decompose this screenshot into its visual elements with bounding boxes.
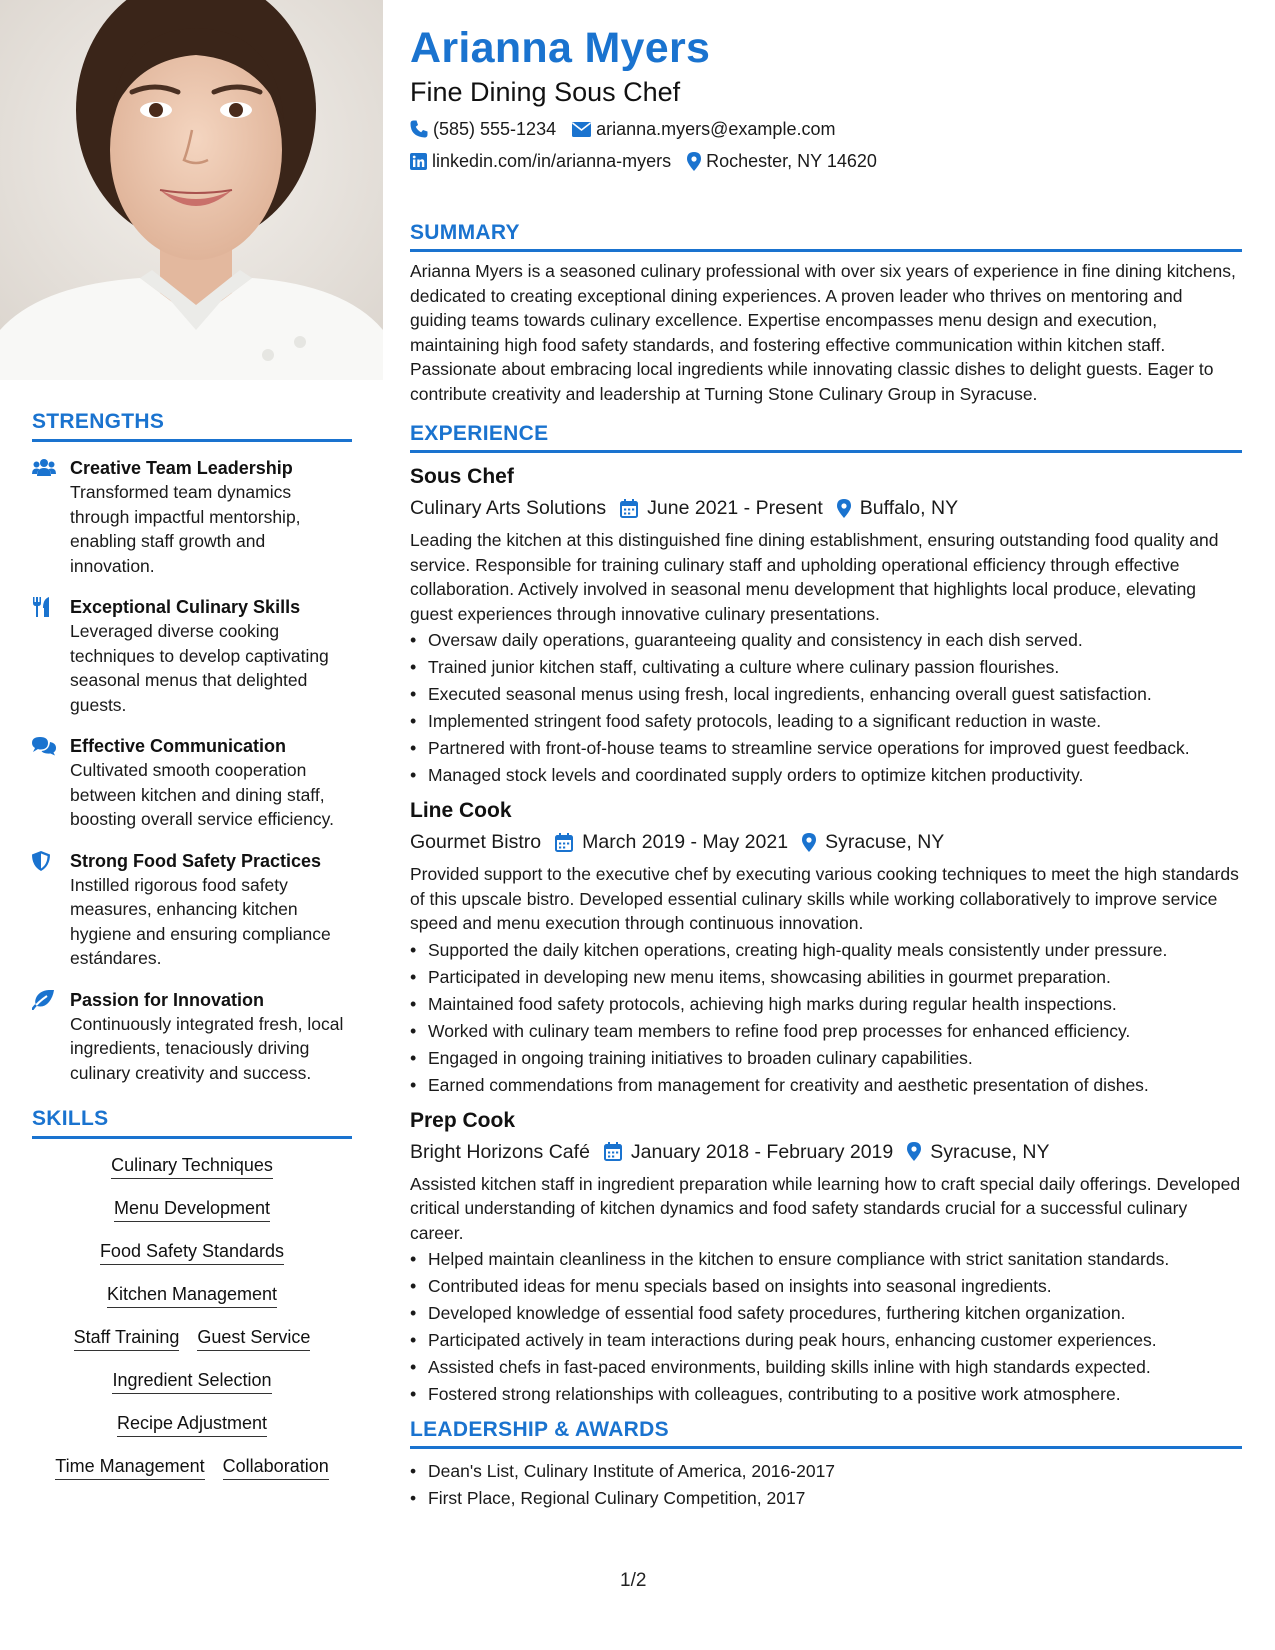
job-bullet: • Managed stock levels and coordinated supply orders to optimize kitchen productivity. <box>410 763 1242 787</box>
map-pin-icon <box>802 833 816 852</box>
job-meta <box>410 1138 1242 1166</box>
location-text: Rochester, NY 14620 <box>706 151 877 171</box>
strength-desc: Instilled rigorous food safety measures, enhancing kitchen hygiene and ensuring compliance estándares. <box>70 874 331 968</box>
job-bullet: • Executed seasonal menus using fresh, local ingredients, enhancing overall guest satisfaction. <box>410 682 1242 706</box>
job-location-text: Syracuse, NY <box>930 1140 1050 1163</box>
job-title: Prep Cook <box>410 1108 516 1132</box>
summary-section <box>410 221 1242 406</box>
job-location-text: Syracuse, NY <box>825 831 945 853</box>
job-bullet: • Engaged in ongoing training initiatives to broaden culinary capabilities. <box>410 1046 1242 1070</box>
strength-title: Passion for Innovation <box>70 989 265 1010</box>
job-bullets <box>410 938 1242 1097</box>
experience-heading: EXPERIENCE <box>410 422 1242 453</box>
shield-icon <box>32 849 70 971</box>
strength-item <box>32 849 352 971</box>
comments-icon <box>32 734 70 832</box>
email-text: arianna.myers@example.com <box>596 119 836 139</box>
job-bullet: • Worked with culinary team members to refine food prep processes for enhanced efficiency. <box>410 1019 1242 1043</box>
job-bullet: • Supported the daily kitchen operations, creating high-quality meals consistently under pressure. <box>410 938 1242 962</box>
job-bullet: • Helped maintain cleanliness in the kitchen to ensure compliance with strict sanitation standards. <box>410 1247 1242 1271</box>
skill-tag: Food Safety Standards <box>100 1239 284 1265</box>
job-dates-text: June 2021 - Present <box>647 497 823 519</box>
job-bullets <box>410 1247 1242 1406</box>
skill-tag: Menu Development <box>114 1196 270 1222</box>
job-meta <box>410 494 1242 522</box>
experience-section <box>410 422 1242 1406</box>
sidebar <box>0 0 383 1650</box>
job-bullet: • Earned commendations from management for creativity and aesthetic presentation of dishes. <box>410 1073 1242 1097</box>
job-bullet: • Contributed ideas for menu specials based on insights into seasonal ingredients. <box>410 1274 1242 1298</box>
contact-info <box>410 117 1242 181</box>
job-dates-text: January 2018 - February 2019 <box>630 1140 894 1163</box>
email-contact[interactable] <box>572 117 835 141</box>
job-bullet: • Assisted chefs in fast-paced environments, building skills inline with high standards expected. <box>410 1355 1242 1379</box>
map-pin-icon <box>687 152 701 171</box>
linkedin-contact[interactable] <box>410 149 671 173</box>
skill-tag: Ingredient Selection <box>112 1368 271 1394</box>
phone-icon <box>410 120 428 138</box>
job-entry <box>410 1107 1242 1407</box>
leaf-icon <box>32 988 70 1086</box>
job-bullet: • Fostered strong relationships with colleagues, contributing to a positive work atmosphere. <box>410 1382 1242 1406</box>
linkedin-text: linkedin.com/in/arianna-myers <box>432 151 672 171</box>
location-contact <box>687 149 877 173</box>
calendar-icon <box>620 499 638 518</box>
strength-item <box>32 988 352 1086</box>
summary-text: Arianna Myers is a seasoned culinary professional with over six years of experience in fine dining kitchens, dedicated to creating exceptional dining experiences. A proven leader who thrives on mentoring and guiding teams towards culinary excellence. Expertise encompasses menu design and execution, maintaining high food safety standards, and fostering effective communication within kitchen staff. Passionate about embracing local ingredients while innovating classic dishes to delight guests. Eager to contribute creativity and leadership at Turning Stone Culinary Group in Syracuse. <box>410 261 1236 404</box>
awards-section <box>410 1418 1242 1510</box>
strength-item <box>32 734 352 832</box>
summary-heading: SUMMARY <box>410 221 1242 252</box>
page-number: 1/2 <box>620 1570 647 1591</box>
job-company: Culinary Arts Solutions <box>410 497 607 519</box>
skills-list <box>32 1153 352 1497</box>
strength-desc: Leveraged diverse cooking techniques to develop captivating seasonal menus that delighted guests. <box>70 621 329 715</box>
award-item: • First Place, Regional Culinary Competition, 2017 <box>410 1486 1242 1510</box>
skill-tag: Culinary Techniques <box>111 1153 273 1179</box>
award-item: • Dean's List, Culinary Institute of America, 2016-2017 <box>410 1459 1242 1483</box>
map-pin-icon <box>837 499 851 518</box>
candidate-name: Arianna Myers <box>410 24 711 72</box>
strengths-list <box>32 456 352 1085</box>
utensils-icon <box>32 595 70 717</box>
strength-desc: Transformed team dynamics through impactful mentorship, enabling staff growth and innovation. <box>70 482 301 576</box>
job-description: Leading the kitchen at this distinguished fine dining establishment, ensuring outstanding food quality and service. Responsible for training culinary staff and upholding operational efficiency through effective collaboration. Actively involved in seasonal menu development that highlights local produce, elevating guest experiences through innovative culinary presentations. <box>410 530 1219 624</box>
job-description: Provided support to the executive chef by executing various cooking techniques to meet the high standards of this upscale bistro. Developed essential culinary skills while working collaboratively to improve service speed and menu execution through continuous innovation. <box>410 864 1239 933</box>
job-title: Line Cook <box>410 799 512 822</box>
strength-item <box>32 456 352 578</box>
job-bullet: • Participated actively in team interactions during peak hours, enhancing customer experiences. <box>410 1328 1242 1352</box>
job-location <box>802 828 944 856</box>
skill-tag: Kitchen Management <box>107 1282 277 1308</box>
strength-title: Strong Food Safety Practices <box>70 850 322 871</box>
skill-tag: Time Management <box>55 1454 204 1480</box>
sidebar-content <box>32 410 352 1497</box>
job-dates <box>604 1138 893 1166</box>
profile-photo <box>0 0 383 380</box>
job-bullet: • Developed knowledge of essential food safety procedures, furthering kitchen organization. <box>410 1301 1242 1325</box>
job-location-text: Buffalo, NY <box>859 497 959 519</box>
job-bullets <box>410 628 1242 787</box>
portrait-image <box>0 0 383 380</box>
awards-heading: LEADERSHIP & AWARDS <box>410 1418 1242 1449</box>
skill-tag: Staff Training <box>74 1325 180 1351</box>
envelope-icon <box>572 122 591 137</box>
job-location <box>837 494 958 522</box>
job-entry <box>410 797 1242 1097</box>
job-bullet: • Implemented stringent food safety protocols, leading to a significant reduction in waste. <box>410 709 1242 733</box>
users-icon <box>32 456 70 578</box>
job-title: Sous Chef <box>410 465 514 488</box>
strength-title: Creative Team Leadership <box>70 458 293 478</box>
skill-tag: Collaboration <box>223 1454 329 1480</box>
strength-title: Effective Communication <box>70 736 287 756</box>
phone-text: (585) 555-1234 <box>433 119 557 139</box>
job-dates <box>555 828 788 856</box>
linkedin-icon <box>410 153 427 170</box>
calendar-icon <box>555 833 573 852</box>
strength-item <box>32 595 352 717</box>
strength-desc: Continuously integrated fresh, local ingredients, tenaciously driving culinary creativity and success. <box>70 1013 344 1083</box>
strengths-heading: STRENGTHS <box>32 410 352 442</box>
phone-contact[interactable] <box>410 117 556 141</box>
job-bullet: • Maintained food safety protocols, achieving high marks during regular health inspections. <box>410 992 1242 1016</box>
job-dates <box>620 494 823 522</box>
strength-title: Exceptional Culinary Skills <box>70 597 301 617</box>
job-bullet: • Participated in developing new menu items, showcasing abilities in gourmet preparation. <box>410 965 1242 989</box>
main-content <box>410 22 1242 1513</box>
skills-heading: SKILLS <box>32 1107 352 1139</box>
job-company: Bright Horizons Café <box>410 1140 590 1163</box>
job-description: Assisted kitchen staff in ingredient preparation while learning how to craft special daily offerings. Developed critical understanding of kitchen dynamics and food safety standards crucial for a successful culinary career. <box>410 1173 1241 1243</box>
strength-desc: Cultivated smooth cooperation between kitchen and dining staff, boosting overall service efficiency. <box>70 760 334 829</box>
job-entry <box>410 463 1242 787</box>
job-bullet: • Partnered with front-of-house teams to streamline service operations for improved guest feedback. <box>410 736 1242 760</box>
job-location <box>907 1138 1049 1166</box>
job-bullet: • Oversaw daily operations, guaranteeing quality and consistency in each dish served. <box>410 628 1242 652</box>
map-pin-icon <box>907 1142 921 1161</box>
calendar-icon <box>604 1142 622 1161</box>
awards-list <box>410 1459 1242 1510</box>
job-bullet: • Trained junior kitchen staff, cultivating a culture where culinary passion flourishes. <box>410 655 1242 679</box>
job-company: Gourmet Bistro <box>410 831 542 853</box>
skill-tag: Recipe Adjustment <box>117 1411 267 1437</box>
skill-tag: Guest Service <box>197 1325 310 1351</box>
candidate-role: Fine Dining Sous Chef <box>410 77 681 107</box>
job-dates-text: March 2019 - May 2021 <box>582 831 789 853</box>
job-meta <box>410 828 1242 856</box>
